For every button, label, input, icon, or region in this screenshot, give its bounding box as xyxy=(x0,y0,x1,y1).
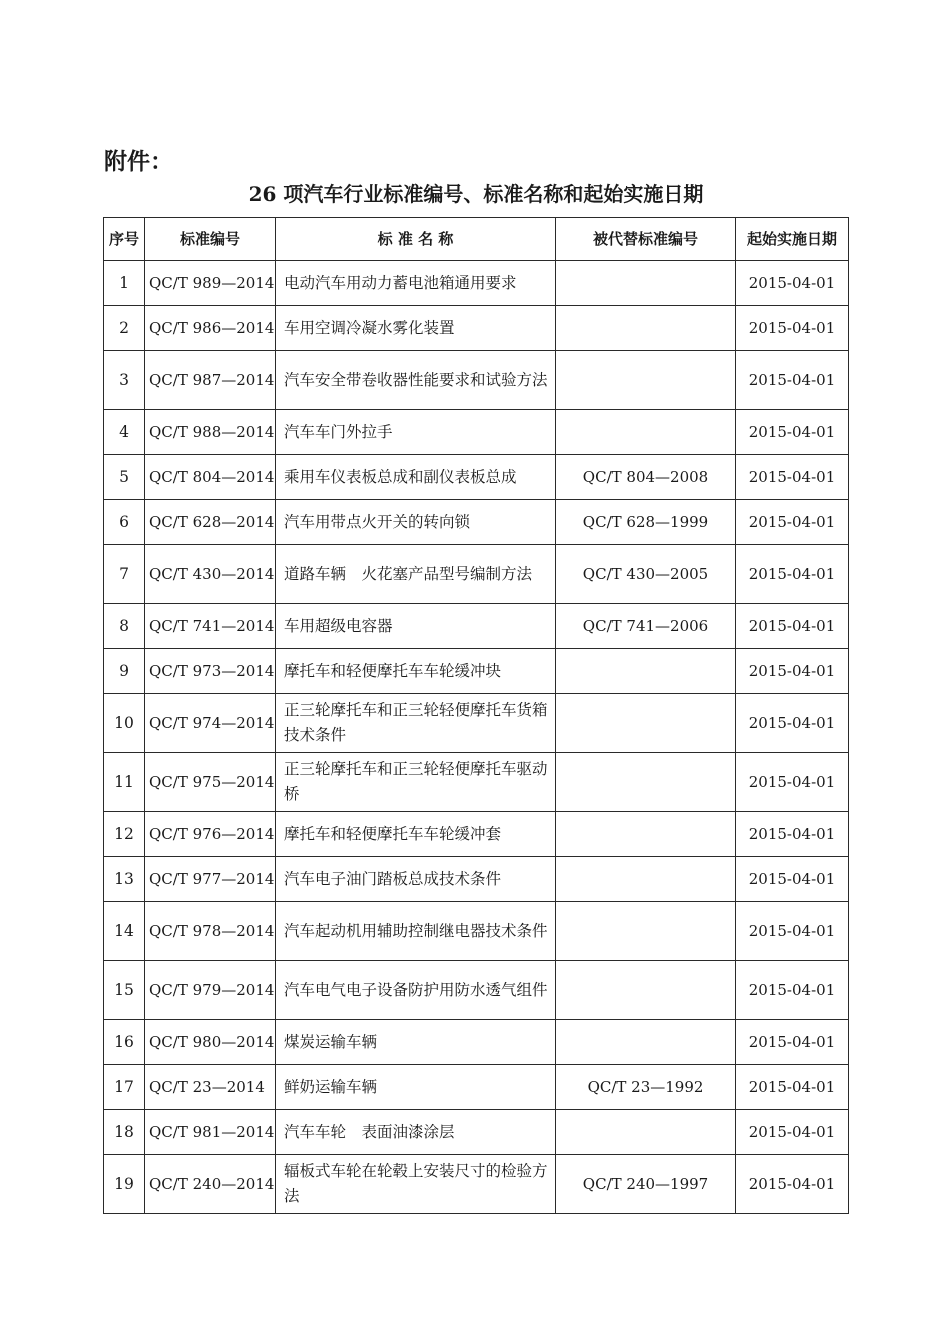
table-header-row xyxy=(104,218,849,261)
row-index: 13 xyxy=(104,857,145,902)
standard-name: 车用空调冷凝水雾化装置 xyxy=(276,306,556,351)
standard-name: 电动汽车用动力蓄电池箱通用要求 xyxy=(276,261,556,306)
standard-name: 摩托车和轻便摩托车车轮缓冲块 xyxy=(276,649,556,694)
table-row xyxy=(104,753,849,812)
effective-date: 2015-04-01 xyxy=(736,261,849,306)
row-index: 19 xyxy=(104,1155,145,1214)
effective-date: 2015-04-01 xyxy=(736,410,849,455)
standard-name: 汽车起动机用辅助控制继电器技术条件 xyxy=(276,902,556,961)
row-index: 14 xyxy=(104,902,145,961)
standard-name: 煤炭运输车辆 xyxy=(276,1020,556,1065)
standard-name: 摩托车和轻便摩托车车轮缓冲套 xyxy=(276,812,556,857)
standard-code: QC/T 979—2014 xyxy=(145,961,276,1020)
row-index: 16 xyxy=(104,1020,145,1065)
row-index: 6 xyxy=(104,500,145,545)
standard-code: QC/T 978—2014 xyxy=(145,902,276,961)
table-row xyxy=(104,261,849,306)
effective-date: 2015-04-01 xyxy=(736,1020,849,1065)
table-row xyxy=(104,812,849,857)
table-row xyxy=(104,902,849,961)
standard-name: 道路车辆 火花塞产品型号编制方法 xyxy=(276,545,556,604)
replaced-standard-code xyxy=(556,961,736,1020)
effective-date: 2015-04-01 xyxy=(736,306,849,351)
standard-name: 辐板式车轮在轮毂上安装尺寸的检验方法 xyxy=(276,1155,556,1214)
effective-date: 2015-04-01 xyxy=(736,753,849,812)
standard-code: QC/T 987—2014 xyxy=(145,351,276,410)
effective-date: 2015-04-01 xyxy=(736,1110,849,1155)
standard-code: QC/T 974—2014 xyxy=(145,694,276,753)
row-index: 9 xyxy=(104,649,145,694)
standard-code: QC/T 977—2014 xyxy=(145,857,276,902)
header-effective-date: 起始实施日期 xyxy=(736,218,849,261)
document-title: 26 项汽车行业标准编号、标准名称和起始实施日期 xyxy=(248,182,704,206)
standard-name: 正三轮摩托车和正三轮轻便摩托车驱动桥 xyxy=(276,753,556,812)
effective-date: 2015-04-01 xyxy=(736,1155,849,1214)
attachment-label: 附件： xyxy=(104,148,173,175)
replaced-standard-code: QC/T 23—1992 xyxy=(556,1065,736,1110)
replaced-standard-code xyxy=(556,410,736,455)
replaced-standard-code: QC/T 430—2005 xyxy=(556,545,736,604)
table-row xyxy=(104,857,849,902)
replaced-standard-code xyxy=(556,694,736,753)
header-standard-code: 标准编号 xyxy=(145,218,276,261)
standard-name: 汽车车门外拉手 xyxy=(276,410,556,455)
effective-date: 2015-04-01 xyxy=(736,857,849,902)
table-row xyxy=(104,1020,849,1065)
row-index: 12 xyxy=(104,812,145,857)
row-index: 17 xyxy=(104,1065,145,1110)
standard-code: QC/T 628—2014 xyxy=(145,500,276,545)
standard-name: 鲜奶运输车辆 xyxy=(276,1065,556,1110)
replaced-standard-code xyxy=(556,649,736,694)
replaced-standard-code xyxy=(556,1110,736,1155)
effective-date: 2015-04-01 xyxy=(736,604,849,649)
effective-date: 2015-04-01 xyxy=(736,694,849,753)
table-row xyxy=(104,351,849,410)
effective-date: 2015-04-01 xyxy=(736,351,849,410)
replaced-standard-code: QC/T 741—2006 xyxy=(556,604,736,649)
row-index: 3 xyxy=(104,351,145,410)
row-index: 10 xyxy=(104,694,145,753)
standard-code: QC/T 989—2014 xyxy=(145,261,276,306)
replaced-standard-code xyxy=(556,351,736,410)
standard-code: QC/T 986—2014 xyxy=(145,306,276,351)
replaced-standard-code: QC/T 628—1999 xyxy=(556,500,736,545)
standard-name: 乘用车仪表板总成和副仪表板总成 xyxy=(276,455,556,500)
replaced-standard-code xyxy=(556,306,736,351)
table-row xyxy=(104,545,849,604)
effective-date: 2015-04-01 xyxy=(736,649,849,694)
standard-name: 汽车用带点火开关的转向锁 xyxy=(276,500,556,545)
replaced-standard-code xyxy=(556,261,736,306)
effective-date: 2015-04-01 xyxy=(736,961,849,1020)
table-row xyxy=(104,694,849,753)
standard-code: QC/T 804—2014 xyxy=(145,455,276,500)
standards-table xyxy=(103,217,849,1214)
effective-date: 2015-04-01 xyxy=(736,455,849,500)
replaced-standard-code xyxy=(556,902,736,961)
row-index: 15 xyxy=(104,961,145,1020)
table-row xyxy=(104,604,849,649)
table-row xyxy=(104,306,849,351)
effective-date: 2015-04-01 xyxy=(736,500,849,545)
replaced-standard-code xyxy=(556,753,736,812)
effective-date: 2015-04-01 xyxy=(736,902,849,961)
replaced-standard-code: QC/T 804—2008 xyxy=(556,455,736,500)
table-row xyxy=(104,1110,849,1155)
standard-name: 车用超级电容器 xyxy=(276,604,556,649)
standard-name: 汽车电子油门踏板总成技术条件 xyxy=(276,857,556,902)
row-index: 1 xyxy=(104,261,145,306)
table-row xyxy=(104,1155,849,1214)
row-index: 4 xyxy=(104,410,145,455)
standard-name: 汽车车轮 表面油漆涂层 xyxy=(276,1110,556,1155)
effective-date: 2015-04-01 xyxy=(736,812,849,857)
standard-code: QC/T 430—2014 xyxy=(145,545,276,604)
row-index: 5 xyxy=(104,455,145,500)
effective-date: 2015-04-01 xyxy=(736,1065,849,1110)
row-index: 11 xyxy=(104,753,145,812)
table-row xyxy=(104,500,849,545)
table-row xyxy=(104,410,849,455)
replaced-standard-code: QC/T 240—1997 xyxy=(556,1155,736,1214)
table-row xyxy=(104,1065,849,1110)
standard-code: QC/T 23—2014 xyxy=(145,1065,276,1110)
row-index: 7 xyxy=(104,545,145,604)
table-row xyxy=(104,961,849,1020)
standard-code: QC/T 240—2014 xyxy=(145,1155,276,1214)
header-standard-name: 标 准 名 称 xyxy=(276,218,556,261)
table-row xyxy=(104,455,849,500)
standard-code: QC/T 973—2014 xyxy=(145,649,276,694)
standard-code: QC/T 975—2014 xyxy=(145,753,276,812)
row-index: 2 xyxy=(104,306,145,351)
table-row xyxy=(104,649,849,694)
standard-code: QC/T 980—2014 xyxy=(145,1020,276,1065)
header-replaced-code: 被代替标准编号 xyxy=(556,218,736,261)
effective-date: 2015-04-01 xyxy=(736,545,849,604)
replaced-standard-code xyxy=(556,857,736,902)
standard-name: 正三轮摩托车和正三轮轻便摩托车货箱技术条件 xyxy=(276,694,556,753)
standard-name: 汽车安全带卷收器性能要求和试验方法 xyxy=(276,351,556,410)
row-index: 8 xyxy=(104,604,145,649)
standard-code: QC/T 741—2014 xyxy=(145,604,276,649)
standard-name: 汽车电气电子设备防护用防水透气组件 xyxy=(276,961,556,1020)
standard-code: QC/T 981—2014 xyxy=(145,1110,276,1155)
standard-code: QC/T 988—2014 xyxy=(145,410,276,455)
standard-code: QC/T 976—2014 xyxy=(145,812,276,857)
row-index: 18 xyxy=(104,1110,145,1155)
header-index: 序号 xyxy=(104,218,145,261)
replaced-standard-code xyxy=(556,812,736,857)
replaced-standard-code xyxy=(556,1020,736,1065)
